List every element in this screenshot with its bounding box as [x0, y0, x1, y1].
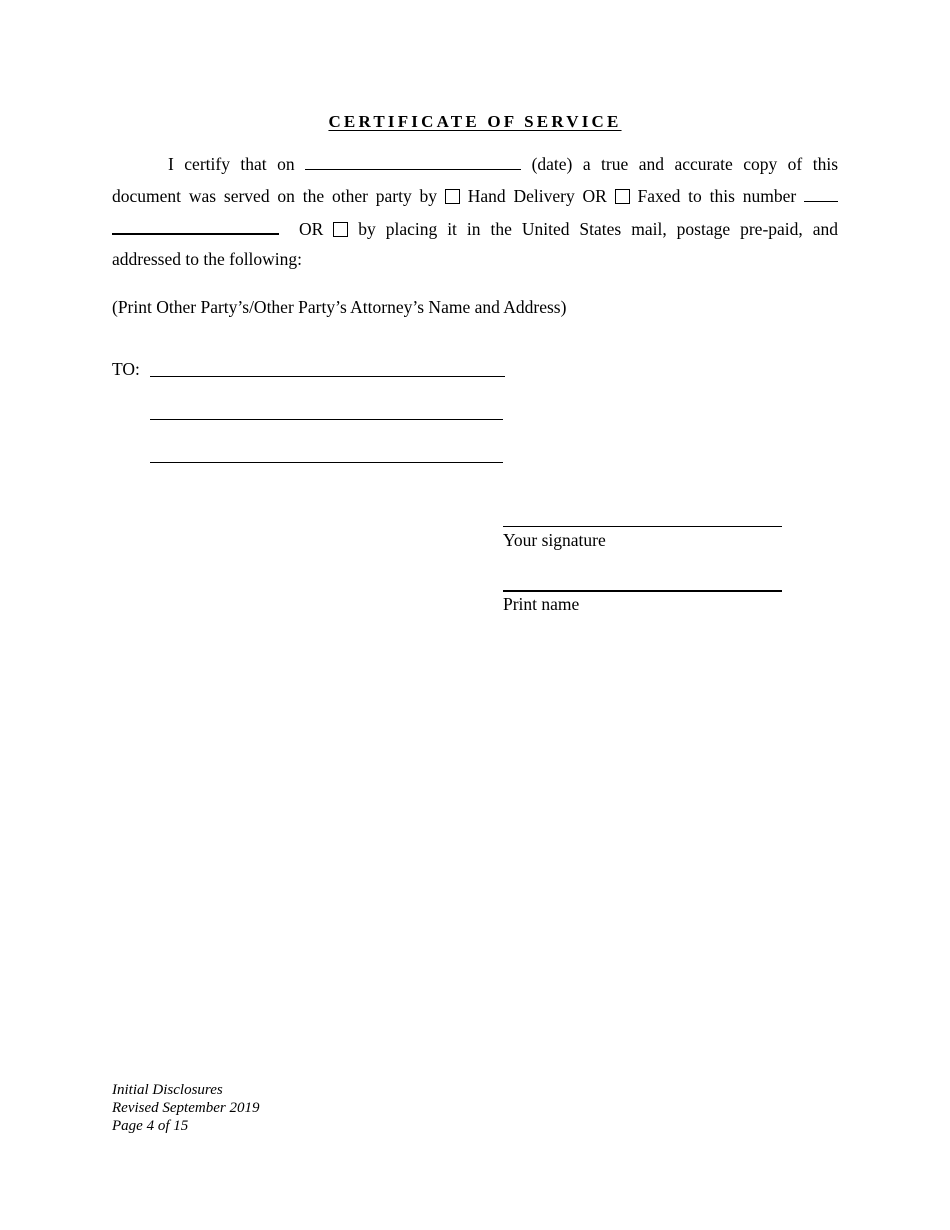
certify-line-3 [112, 217, 838, 239]
fax-checkbox[interactable] [615, 189, 630, 204]
footer-revision: Revised September 2019 [112, 1100, 260, 1116]
mail-label: by placing it in the United States mail, postage pre-paid, and [358, 219, 839, 239]
page-title: CERTIFICATE OF SERVICE [328, 112, 622, 131]
certify-text: I certify that on [168, 154, 295, 174]
certify-line-2 [112, 185, 838, 206]
addressed-text: addressed to the following: [112, 249, 303, 269]
print-name-label: Print name [503, 594, 580, 614]
to-label: TO: [112, 359, 140, 379]
or-label: OR [298, 219, 324, 239]
footer [112, 1081, 259, 1135]
fax-number-field-start[interactable] [804, 185, 838, 202]
date-field[interactable] [305, 153, 521, 170]
address-line-3[interactable] [150, 462, 503, 463]
hand-delivery-checkbox[interactable] [445, 189, 460, 204]
address-instruction: (Print Other Party’s/Other Party’s Attorney’s Name and Address) [112, 297, 567, 317]
mail-checkbox[interactable] [333, 222, 348, 237]
fax-number-field[interactable] [112, 217, 279, 235]
signature-line[interactable] [503, 526, 782, 527]
address-line-1[interactable] [150, 376, 505, 377]
served-text: document was served on the other party by [112, 186, 438, 206]
or-label: OR [582, 186, 607, 206]
fax-label: Faxed to this number [637, 186, 797, 206]
print-name-line[interactable] [503, 590, 782, 592]
footer-page-number: Page 4 of 15 [112, 1118, 189, 1134]
footer-doc-title: Initial Disclosures [112, 1082, 223, 1098]
certify-text-2: (date) a true and accurate copy of this [531, 154, 839, 174]
address-line-2[interactable] [150, 419, 503, 420]
certify-line-1 [168, 153, 838, 174]
hand-delivery-label: Hand Delivery [467, 186, 575, 206]
your-signature-label: Your signature [503, 530, 606, 550]
